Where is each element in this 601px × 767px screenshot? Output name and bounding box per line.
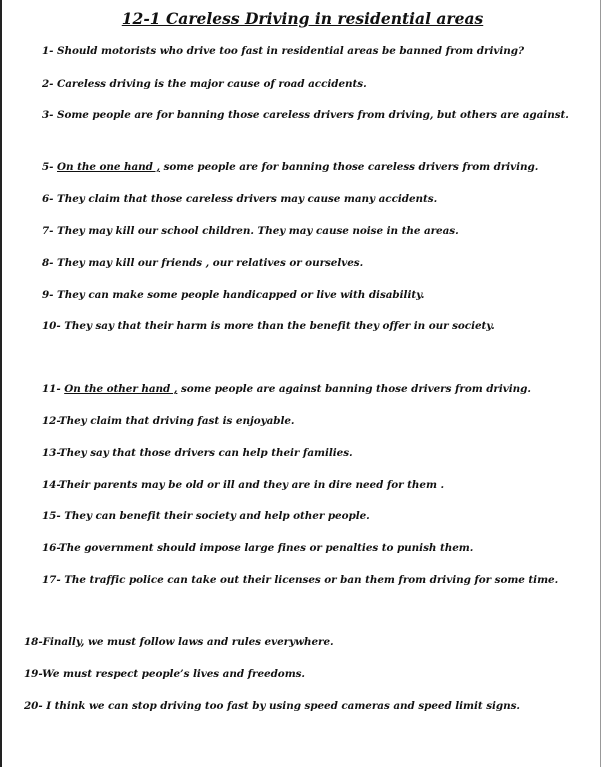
- list-item: [42, 510, 370, 522]
- item-number: 3-: [42, 109, 58, 121]
- item-number: 2-: [42, 78, 58, 90]
- item-text: They can benefit their society and help other people.: [64, 510, 370, 522]
- item-number: 18-: [24, 636, 43, 648]
- item-text: I think we can stop driving too fast by using speed cameras and speed limit signs.: [46, 700, 520, 712]
- item-number: 11-: [42, 383, 65, 395]
- list-item: [42, 45, 524, 57]
- list-item: [42, 479, 444, 491]
- list-item: [42, 225, 459, 237]
- item-number: 6-: [42, 193, 58, 205]
- item-text: They can make some people handicapped or live with disability.: [57, 289, 425, 301]
- item-number: 16-: [42, 542, 59, 554]
- item-number: 20-: [24, 700, 47, 712]
- item-text: The government should impose large fines or penalties to punish them.: [58, 542, 474, 554]
- item-number: 14-: [42, 479, 59, 491]
- item-text: They may kill our friends , our relatives or ourselves.: [57, 257, 364, 269]
- item-number: 10-: [42, 320, 65, 332]
- list-item: [42, 383, 531, 395]
- list-item: [42, 415, 295, 427]
- list-item: [42, 161, 538, 173]
- item-number: 5-: [42, 161, 58, 173]
- item-text: They say that their harm is more than the benefit they offer in our society.: [64, 320, 495, 332]
- item-number: 15-: [42, 510, 65, 522]
- item-text: They may kill our school children. They may cause noise in the areas.: [57, 225, 459, 237]
- item-text: Careless driving is the major cause of road accidents.: [57, 78, 367, 90]
- item-number: 1-: [42, 45, 58, 57]
- item-connector: On the other hand ,: [64, 383, 178, 395]
- item-text: Should motorists who drive too fast in residential areas be banned from driving?: [57, 45, 524, 57]
- item-number: 19-: [24, 668, 43, 680]
- list-item: [42, 320, 495, 332]
- list-item: [42, 447, 353, 459]
- item-number: 13-: [42, 447, 59, 459]
- item-text: They say that those drivers can help their families.: [58, 447, 353, 459]
- list-item: [42, 574, 558, 586]
- item-text: Their parents may be old or ill and they are in dire need for them .: [58, 479, 445, 491]
- list-item: [42, 78, 367, 90]
- list-item: [24, 668, 305, 680]
- item-text: some people are for banning those careless drivers from driving.: [160, 161, 539, 173]
- item-number: 17-: [42, 574, 65, 586]
- item-text: They claim that those careless drivers may cause many accidents.: [57, 193, 438, 205]
- item-number: 8-: [42, 257, 58, 269]
- list-item: [24, 636, 334, 648]
- list-item: [42, 542, 473, 554]
- item-text: The traffic police can take out their licenses or ban them from driving for some time.: [64, 574, 559, 586]
- item-text: some people are against banning those drivers from driving.: [177, 383, 531, 395]
- item-connector: On the one hand ,: [57, 161, 161, 173]
- item-text: Finally, we must follow laws and rules everywhere.: [42, 636, 334, 648]
- list-item: [42, 257, 363, 269]
- list-item: [42, 289, 424, 301]
- list-item: [42, 193, 437, 205]
- item-text: We must respect people’s lives and freedoms.: [42, 668, 306, 680]
- page-title: 12-1 Careless Driving in residential areas: [121, 9, 484, 28]
- list-item: [24, 700, 520, 712]
- item-number: 9-: [42, 289, 58, 301]
- item-text: Some people are for banning those careless drivers from driving, but others are against.: [57, 109, 569, 121]
- item-text: They claim that driving fast is enjoyable.: [58, 415, 295, 427]
- list-item: [42, 109, 569, 121]
- item-number: 12-: [42, 415, 59, 427]
- item-number: 7-: [42, 225, 58, 237]
